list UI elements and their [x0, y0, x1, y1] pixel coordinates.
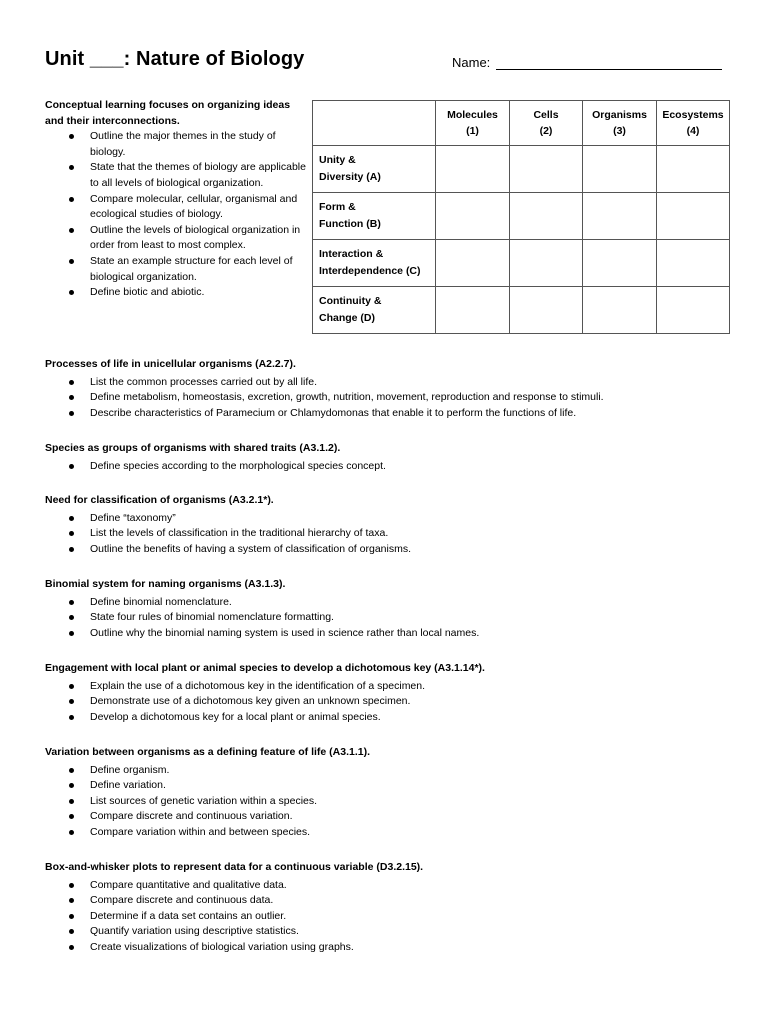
- intro-block: [45, 98, 310, 301]
- list-item: Demonstrate use of a dichotomous key given an unknown specimen.: [45, 694, 735, 710]
- themes-levels-table: [312, 100, 730, 334]
- list-item: Define variation.: [45, 778, 735, 794]
- list-item: State four rules of binomial nomenclature formatting.: [45, 610, 735, 626]
- table-cell-d2[interactable]: [510, 287, 583, 334]
- column-header-number: (3): [613, 125, 626, 137]
- list-item: Define organism.: [45, 763, 735, 779]
- row-header-form-function: [313, 193, 436, 240]
- table-cell-c2[interactable]: [510, 240, 583, 287]
- list-item: Compare quantitative and qualitative data.: [45, 878, 735, 894]
- table-cell-d1[interactable]: [436, 287, 510, 334]
- list-item: Describe characteristics of Paramecium or Chlamydomonas that enable it to perform the functions of life.: [45, 406, 735, 422]
- list-item: List the levels of classification in the traditional hierarchy of taxa.: [45, 526, 735, 542]
- name-blank-line[interactable]: [496, 56, 722, 70]
- section-dichotomous-key: [45, 661, 735, 725]
- table-cell-d4[interactable]: [657, 287, 730, 334]
- section-heading: Engagement with local plant or animal species to develop a dichotomous key (A3.1.14*).: [45, 662, 485, 674]
- row-header-line: Unity &: [319, 154, 356, 166]
- list-item: Outline the benefits of having a system of classification of organisms.: [45, 542, 735, 558]
- list-item: Create visualizations of biological variation using graphs.: [45, 940, 735, 956]
- row-header-line: Continuity &: [319, 295, 382, 307]
- list-item: Outline the major themes in the study of biology.: [45, 129, 310, 160]
- column-header-number: (2): [539, 125, 553, 137]
- section-variation: [45, 745, 735, 841]
- table-cell-a3[interactable]: [583, 146, 657, 193]
- list-item: Develop a dichotomous key for a local plant or animal species.: [45, 710, 735, 726]
- section-heading: Box-and-whisker plots to represent data for a continuous variable (D3.2.15).: [45, 861, 424, 873]
- table-row: [313, 193, 730, 240]
- table-corner-cell: [313, 101, 436, 146]
- list-item: State an example structure for each level of biological organization.: [45, 254, 310, 285]
- list-item: Outline the levels of biological organization in order from least to most complex.: [45, 223, 310, 254]
- table-cell-c3[interactable]: [583, 240, 657, 287]
- list-item: Define biotic and abiotic.: [45, 285, 310, 301]
- row-header-line: Diversity (A): [319, 171, 381, 183]
- table-cell-b2[interactable]: [510, 193, 583, 240]
- section-classification: [45, 493, 735, 557]
- list-item: Define “taxonomy”: [45, 511, 735, 527]
- list-item: Compare discrete and continuous data.: [45, 893, 735, 909]
- row-header-line: Change (D): [319, 312, 375, 324]
- name-field: [452, 55, 722, 70]
- list-item: Compare molecular, cellular, organismal and ecological studies of biology.: [45, 192, 310, 223]
- section-box-and-whisker: [45, 860, 735, 956]
- row-header-unity-diversity: [313, 146, 436, 193]
- list-item: Explain the use of a dichotomous key in the identification of a specimen.: [45, 679, 735, 695]
- table-cell-b1[interactable]: [436, 193, 510, 240]
- section-heading: Binomial system for naming organisms (A3.1.3).: [45, 578, 286, 590]
- list-item: List the common processes carried out by all life.: [45, 375, 735, 391]
- list-item: List sources of genetic variation within a species.: [45, 794, 735, 810]
- section-binomial-system: [45, 577, 735, 641]
- column-header-name: Ecosystems: [662, 109, 724, 121]
- column-header-name: Cells: [533, 109, 559, 121]
- section-heading: Species as groups of organisms with shared traits (A3.1.2).: [45, 442, 341, 454]
- table-row: [313, 240, 730, 287]
- column-header-number: (1): [466, 125, 479, 137]
- table-cell-a1[interactable]: [436, 146, 510, 193]
- table-cell-c4[interactable]: [657, 240, 730, 287]
- column-header-molecules: [436, 101, 510, 146]
- intro-list: [45, 129, 310, 301]
- section-heading: Processes of life in unicellular organisms (A2.2.7).: [45, 358, 296, 370]
- column-header-name: Organisms: [592, 109, 647, 121]
- column-header-cells: [510, 101, 583, 146]
- list-item: Compare variation within and between species.: [45, 825, 735, 841]
- list-item: Define binomial nomenclature.: [45, 595, 735, 611]
- list-item: State that the themes of biology are applicable to all levels of biological organization.: [45, 160, 310, 191]
- column-header-ecosystems: [657, 101, 730, 146]
- section-processes-of-life: [45, 357, 735, 421]
- table-cell-b4[interactable]: [657, 193, 730, 240]
- table-row: [313, 146, 730, 193]
- list-item: Outline why the binomial naming system is used in science rather than local names.: [45, 626, 735, 642]
- row-header-line: Interaction &: [319, 248, 384, 260]
- row-header-line: Interdependence (C): [319, 265, 421, 277]
- row-header-interaction-interdependence: [313, 240, 436, 287]
- section-heading: Variation between organisms as a defining feature of life (A3.1.1).: [45, 746, 370, 758]
- table-cell-c1[interactable]: [436, 240, 510, 287]
- table-cell-a4[interactable]: [657, 146, 730, 193]
- list-item: Determine if a data set contains an outlier.: [45, 909, 735, 925]
- column-header-number: (4): [686, 125, 700, 137]
- intro-heading: Conceptual learning focuses on organizing ideas and their interconnections.: [45, 99, 291, 127]
- name-label: Name:: [452, 55, 491, 70]
- row-header-continuity-change: [313, 287, 436, 334]
- page-title: Unit ___: Nature of Biology: [45, 48, 305, 70]
- row-header-line: Form &: [319, 201, 356, 213]
- table-cell-b3[interactable]: [583, 193, 657, 240]
- list-item: Define metabolism, homeostasis, excretion, growth, nutrition, movement, reproduction and response to stimuli.: [45, 390, 735, 406]
- section-heading: Need for classification of organisms (A3.2.1*).: [45, 494, 274, 506]
- column-header-organisms: [583, 101, 657, 146]
- table-cell-d3[interactable]: [583, 287, 657, 334]
- column-header-name: Molecules: [447, 109, 498, 121]
- list-item: Define species according to the morphological species concept.: [45, 459, 735, 475]
- table-row: [313, 287, 730, 334]
- section-species: [45, 441, 735, 474]
- row-header-line: Function (B): [319, 218, 381, 230]
- table-cell-a2[interactable]: [510, 146, 583, 193]
- list-item: Compare discrete and continuous variation.: [45, 809, 735, 825]
- list-item: Quantify variation using descriptive statistics.: [45, 924, 735, 940]
